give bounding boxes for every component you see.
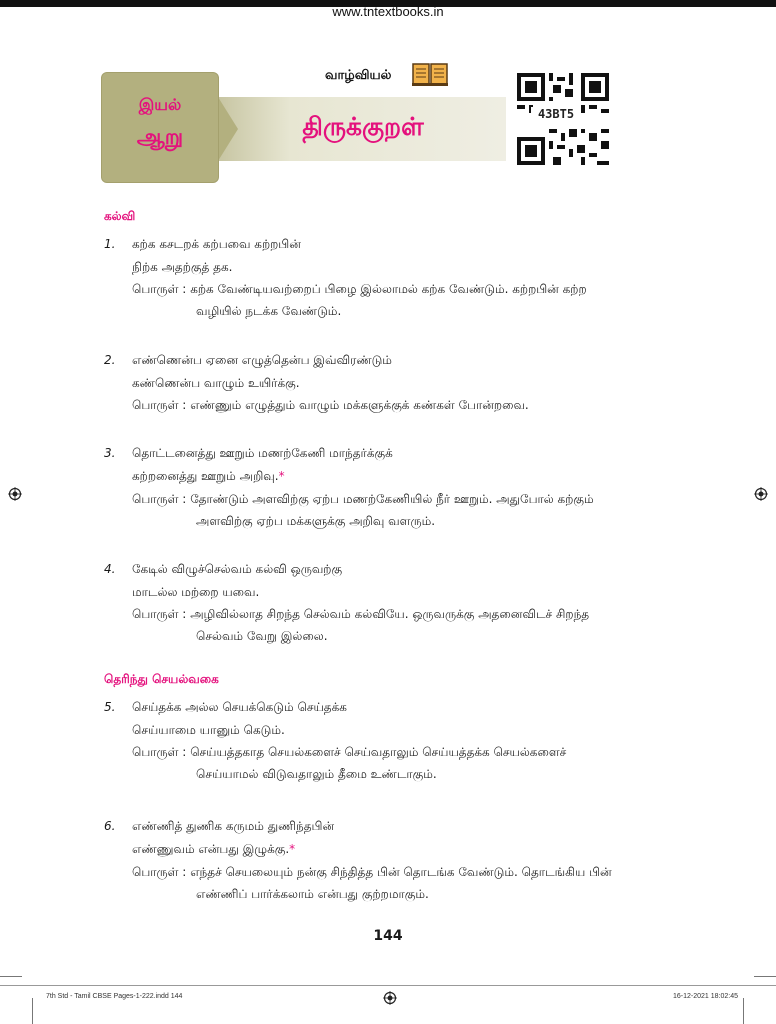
crop-mark xyxy=(0,976,22,977)
footer-rule xyxy=(0,985,776,986)
meaning-text-cont: வழியில் நடக்க வேண்டும். xyxy=(196,304,342,318)
meaning-label: பொருள் : xyxy=(132,607,187,621)
meaning-label: பொருள் : xyxy=(132,282,187,296)
chapter-box xyxy=(102,73,218,182)
asterisk-mark: * xyxy=(289,842,296,856)
registration-mark-icon xyxy=(754,487,768,501)
qr-code-label: 43BT5 xyxy=(531,107,581,121)
meaning-text-cont: செய்யாமல் விடுவதாலும் தீமை உண்டாகும். xyxy=(196,767,437,781)
kural-number: 3. xyxy=(104,446,116,460)
section-heading: கல்வி xyxy=(104,209,136,223)
kural-meaning xyxy=(132,488,672,532)
chapter-number: ஆறு xyxy=(136,125,184,150)
kural-line-1: எண்ணென்ப ஏனை எழுத்தென்ப இவ்விரண்டும் xyxy=(132,353,392,367)
chapter-word: இயல் xyxy=(138,95,182,114)
kural-line-1: எண்ணித் துணிக கருமம் துணிந்தபின் xyxy=(132,819,335,833)
kural-number: 5. xyxy=(104,700,116,714)
section-heading: தெரிந்து செயல்வகை xyxy=(104,672,219,686)
kural-line-2-text: எண்ணுவம் என்பது இழுக்கு. xyxy=(132,842,290,856)
registration-mark-icon xyxy=(8,487,22,501)
open-book-icon xyxy=(412,61,448,87)
kural-line-1: கேடில் விழுச்செல்வம் கல்வி ஒருவற்கு xyxy=(132,562,343,576)
footer-filename: 7th Std - Tamil CBSE Pages-1-222.indd 144 xyxy=(46,993,183,1000)
asterisk-mark: * xyxy=(278,469,285,483)
meaning-label: பொருள் : xyxy=(132,398,187,412)
meaning-text-cont: அளவிற்கு ஏற்ப மக்களுக்கு அறிவு வளரும். xyxy=(196,514,436,528)
meaning-label: பொருள் : xyxy=(132,745,187,759)
kural-line-2: நிற்க அதற்குத் தக. xyxy=(132,260,233,274)
kural-meaning xyxy=(132,603,672,647)
meaning-text-cont: செல்வம் வேறு இல்லை. xyxy=(196,629,328,643)
meaning-text: எண்ணும் எழுத்தும் வாழும் மக்களுக்குக் கண்கள் போன்றவை. xyxy=(190,398,529,412)
kural-number: 6. xyxy=(104,819,116,833)
kural-number: 2. xyxy=(104,353,116,367)
crop-mark xyxy=(754,976,776,977)
meaning-text-cont: எண்ணிப் பார்க்கலாம் என்பது குற்றமாகும். xyxy=(196,887,429,901)
kural-meaning xyxy=(132,394,672,416)
kural-line-2: கண்ணென்ப வாழும் உயிர்க்கு. xyxy=(132,376,300,390)
kural-meaning xyxy=(132,278,672,322)
kural-meaning xyxy=(132,741,672,785)
kural-line-2 xyxy=(132,469,285,485)
meaning-label: பொருள் : xyxy=(132,865,187,879)
kural-line-2: மாடல்ல மற்றை யவை. xyxy=(132,585,260,599)
kural-line-1: செய்தக்க அல்ல செயக்கெடும் செய்தக்க xyxy=(132,700,347,714)
kural-line-2: செய்யாமை யானும் கெடும். xyxy=(132,723,285,737)
kural-meaning xyxy=(132,861,672,905)
kural-line-1: கற்க கசடறக் கற்பவை கற்றபின் xyxy=(132,237,301,251)
crop-mark xyxy=(743,998,744,1024)
kural-line-2-text: கற்றனைத்து ஊறும் அறிவு. xyxy=(132,469,279,483)
kural-number: 4. xyxy=(104,562,116,576)
meaning-text: எந்தச் செயலையும் நன்கு சிந்தித்த பின் தொடங்க வேண்டும். தொடங்கிய பின் xyxy=(190,865,612,879)
meaning-label: பொருள் : xyxy=(132,492,187,506)
kural-line-2 xyxy=(132,842,295,858)
kural-line-1: தொட்டனைத்து ஊறும் மணற்கேணி மாந்தர்க்குக் xyxy=(132,446,393,460)
page-number: 144 xyxy=(373,928,403,944)
meaning-text: செய்யத்தகாத செயல்களைச் செய்வதாலும் செய்யத்தக்க செயல்களைச் xyxy=(190,745,567,759)
meaning-text: கற்க வேண்டியவற்றைப் பிழை இல்லாமல் கற்க வேண்டும். கற்றபின் கற்ற xyxy=(190,282,587,296)
footer-datetime: 16-12-2021 18:02:45 xyxy=(673,993,738,1000)
registration-mark-icon xyxy=(383,991,397,1005)
crop-mark xyxy=(32,998,33,1024)
site-url: www.tntextbooks.in xyxy=(332,4,444,19)
genre-label: வாழ்வியல் xyxy=(325,68,392,83)
meaning-text: தோண்டும் அளவிற்கு ஏற்ப மணற்கேணியில் நீர் ஊறும். அதுபோல் கற்கும் xyxy=(190,492,594,506)
page-title: திருக்குறள் xyxy=(302,112,424,141)
meaning-text: அழிவில்லாத சிறந்த செல்வம் கல்வியே. ஒருவருக்கு அதனைவிடச் சிறந்த xyxy=(190,607,590,621)
kural-number: 1. xyxy=(104,237,116,251)
